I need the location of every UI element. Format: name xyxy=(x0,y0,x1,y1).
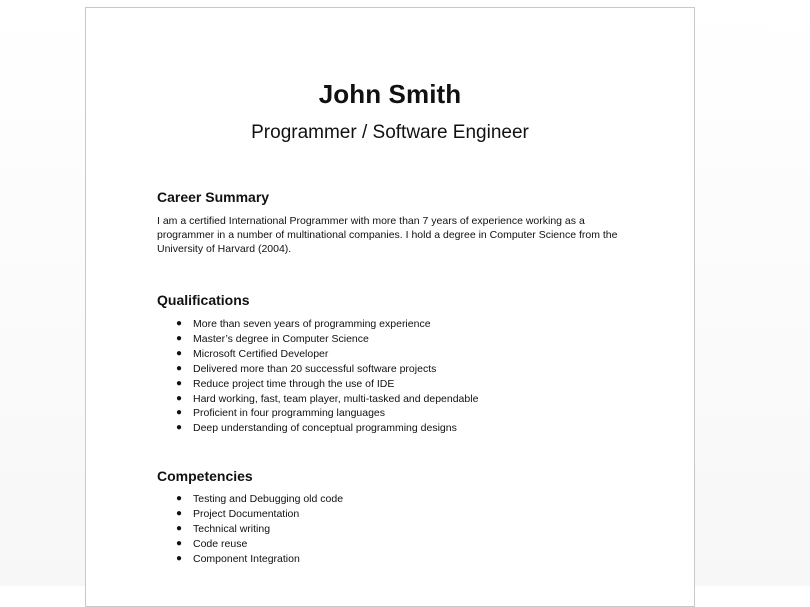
list-item xyxy=(157,406,478,421)
list-item xyxy=(157,317,478,332)
list-item-text: Hard working, fast, team player, multi-tasked and dependable xyxy=(193,392,479,405)
list-item-text: Component Integration xyxy=(193,552,300,565)
list-item xyxy=(157,537,343,552)
bullet-icon: ● xyxy=(176,347,183,359)
list-item xyxy=(157,522,343,537)
career-summary-text: I am a certified International Programmer with more than 7 years of experience working as a programmer in a number of multinational companies. I hold a degree in Computer Science from the University of Harvard (2004). xyxy=(157,215,618,255)
list-item-text: Delivered more than 20 successful software projects xyxy=(193,362,437,375)
bullet-icon: ● xyxy=(176,493,183,504)
list-item-text: Proficient in four programming languages xyxy=(193,407,386,420)
qualifications-heading: Qualifications xyxy=(157,292,250,308)
list-item-text: More than seven years of programming experience xyxy=(193,318,431,330)
bullet-icon: ● xyxy=(176,318,183,329)
competencies-heading: Competencies xyxy=(157,468,253,484)
list-item xyxy=(157,421,478,436)
bullet-icon: ● xyxy=(176,332,183,344)
bullet-icon: ● xyxy=(176,522,183,534)
list-item xyxy=(157,347,478,362)
bullet-icon: ● xyxy=(176,407,183,419)
qualifications-list xyxy=(157,317,478,436)
list-item-text: Testing and Debugging old code xyxy=(193,493,344,505)
career-summary-heading: Career Summary xyxy=(157,189,270,205)
list-item xyxy=(157,552,343,567)
competencies-list xyxy=(157,492,343,567)
list-item xyxy=(157,332,478,347)
bullet-icon: ● xyxy=(176,377,183,389)
bullet-icon: ● xyxy=(176,507,183,519)
list-item xyxy=(157,492,343,507)
list-item xyxy=(157,377,478,392)
bullet-icon: ● xyxy=(176,537,183,549)
list-item-text: Microsoft Certified Developer xyxy=(193,347,329,360)
list-item-text: Code reuse xyxy=(193,537,248,550)
resume-page xyxy=(85,7,695,607)
bullet-icon: ● xyxy=(176,422,183,434)
resume-name: John Smith xyxy=(318,79,462,109)
bullet-icon: ● xyxy=(176,392,183,404)
list-item-text: Reduce project time through the use of IDE xyxy=(193,377,395,390)
list-item-text: Project Documentation xyxy=(193,507,300,520)
bullet-icon: ● xyxy=(176,552,183,564)
list-item xyxy=(157,507,343,522)
list-item-text: Technical writing xyxy=(193,522,271,535)
list-item xyxy=(157,392,478,407)
list-item xyxy=(157,362,478,377)
resume-job-title: Programmer / Software Engineer xyxy=(251,122,529,143)
bullet-icon: ● xyxy=(176,362,183,374)
list-item-text: Master’s degree in Computer Science xyxy=(193,332,369,345)
list-item-text: Deep understanding of conceptual programming designs xyxy=(193,422,457,435)
